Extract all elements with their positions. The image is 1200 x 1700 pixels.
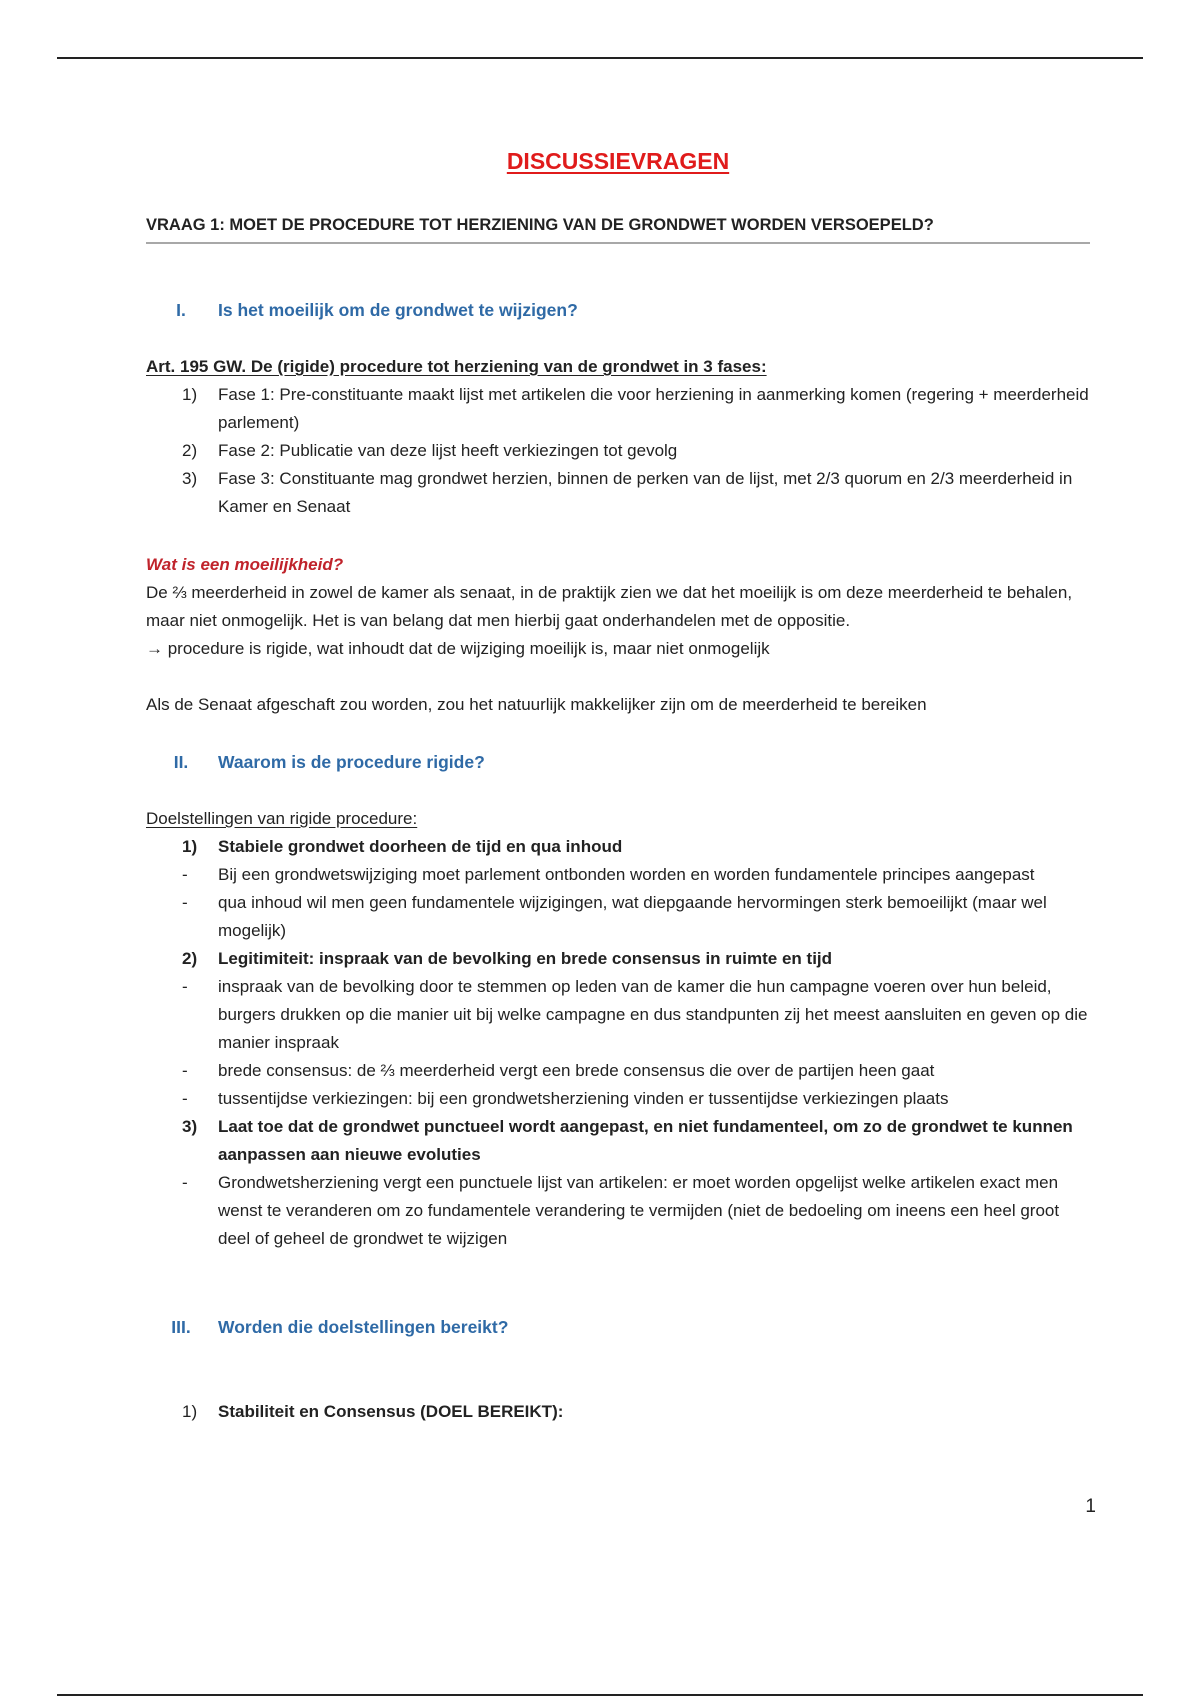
list-item xyxy=(146,437,1090,465)
list-marker: 1) xyxy=(182,1402,198,1421)
arrow-paragraph: → procedure is rigide, wat inhoudt dat de wijziging moeilijk is, maar niet onmogelijk xyxy=(146,639,770,658)
section-number: III. xyxy=(171,1317,191,1337)
document-title: DISCUSSIEVRAGEN xyxy=(506,148,730,174)
goal-title: Legitimiteit: inspraak van de bevolking en brede consensus in ruimte en tijd xyxy=(218,949,833,968)
bullet-text: brede consensus: de ⅔ meerderheid vergt een brede consensus die over de partijen heen gaat xyxy=(218,1061,935,1080)
list-item xyxy=(146,381,1090,437)
bullet-item xyxy=(146,861,1090,889)
bullet-item xyxy=(146,889,1090,945)
section-title: Waarom is de procedure rigide? xyxy=(218,752,485,772)
result-title: Stabiliteit en Consensus (DOEL BEREIKT): xyxy=(218,1402,564,1421)
bullet-dash: - xyxy=(182,865,188,884)
bullet-dash: - xyxy=(182,1173,188,1192)
list-text: Fase 2: Publicatie van deze lijst heeft verkiezingen tot gevolg xyxy=(218,441,678,460)
list-marker: 3) xyxy=(182,469,198,488)
bullet-dash: - xyxy=(182,1061,188,1080)
result-list xyxy=(146,1398,1090,1426)
list-marker: 2) xyxy=(182,441,198,460)
bullet-item xyxy=(146,1057,1090,1085)
bullet-item xyxy=(146,1085,1090,1113)
section-number: II. xyxy=(173,752,189,772)
bullet-text: Grondwetsherziening vergt een punctuele lijst van artikelen: er moet worden opgelijst welke artikelen exact men wenst te veranderen om zo fundamentele verandering te vermijden (niet de bedoeling om ineens een heel groot deel of geheel de grondwet te wijzigen xyxy=(218,1173,1060,1248)
list-text: Fase 1: Pre-constituante maakt lijst met artikelen die voor herziening in aanmerking komen (regering + meerderheid parlement) xyxy=(218,385,1089,432)
phase-list xyxy=(146,381,1090,521)
goal-item xyxy=(146,945,1090,973)
bullet-text: tussentijdse verkiezingen: bij een grondwetsherziening vinden er tussentijdse verkiezingen plaats xyxy=(218,1089,949,1108)
bullet-dash: - xyxy=(182,977,188,996)
result-item xyxy=(146,1398,1090,1426)
goal-title: Stabiele grondwet doorheen de tijd en qua inhoud xyxy=(218,837,623,856)
goal-item xyxy=(146,833,1090,861)
bullet-item xyxy=(146,1169,1090,1253)
question-heading: VRAAG 1: MOET DE PROCEDURE TOT HERZIENING VAN DE GRONDWET WORDEN VERSOEPELD? xyxy=(146,216,1090,244)
header-rule xyxy=(57,57,1143,59)
goals-heading: Doelstellingen van rigide procedure: xyxy=(146,809,418,828)
section-heading-2 xyxy=(146,748,1090,776)
list-marker: 2) xyxy=(182,949,198,968)
section-title: Worden die doelstellingen bereikt? xyxy=(218,1317,509,1337)
list-text: Fase 3: Constituante mag grondwet herzien, binnen de perken van de lijst, met 2/3 quorum en 2/3 meerderheid in Kamer en Senaat xyxy=(218,469,1073,516)
goals-list xyxy=(146,833,1090,1253)
bullet-text: inspraak van de bevolking door te stemmen op leden van de kamer die hun campagne voeren over hun beleid, burgers drukken op die manier uit bij welke campagne en dus standpunten zij het meest aansluiten en geven op die manier inspraak xyxy=(218,977,1088,1052)
list-marker: 1) xyxy=(182,385,198,404)
bullet-text: qua inhoud wil men geen fundamentele wijzigingen, wat diepgaande hervormingen sterk bemoeilijkt (maar wel mogelijk) xyxy=(218,893,1047,940)
list-marker: 1) xyxy=(182,837,198,856)
bullet-text: Bij een grondwetswijziging moet parlement ontbonden worden en worden fundamentele principes aangepast xyxy=(218,865,1035,884)
difficulty-paragraph: De ⅔ meerderheid in zowel de kamer als senaat, in de praktijk zien we dat het moeilijk is om deze meerderheid te behalen, maar niet onmogelijk. Het is van belang dat men hierbij gaat onderhandelen met de oppositie. xyxy=(146,583,1073,630)
bullet-dash: - xyxy=(182,1089,188,1108)
difficulty-heading: Wat is een moeilijkheid? xyxy=(146,555,344,574)
section-number: I. xyxy=(176,300,186,320)
senate-paragraph: Als de Senaat afgeschaft zou worden, zou het natuurlijk makkelijker zijn om de meerderheid te bereiken xyxy=(146,695,927,714)
article-heading: Art. 195 GW. De (rigide) procedure tot herziening van de grondwet in 3 fases: xyxy=(146,357,767,376)
section-title: Is het moeilijk om de grondwet te wijzigen? xyxy=(218,300,578,320)
bullet-dash: - xyxy=(182,893,188,912)
goal-title: Laat toe dat de grondwet punctueel wordt aangepast, en niet fundamenteel, om zo de grondwet te kunnen aanpassen aan nieuwe evoluties xyxy=(218,1117,1073,1164)
bullet-item xyxy=(146,973,1090,1057)
page-number: 1 xyxy=(1085,1496,1096,1517)
list-item xyxy=(146,465,1090,521)
goal-item xyxy=(146,1113,1090,1169)
footer-rule xyxy=(57,1694,1143,1696)
section-heading-1 xyxy=(146,296,1090,324)
list-marker: 3) xyxy=(182,1117,198,1136)
section-heading-3 xyxy=(146,1313,1090,1341)
